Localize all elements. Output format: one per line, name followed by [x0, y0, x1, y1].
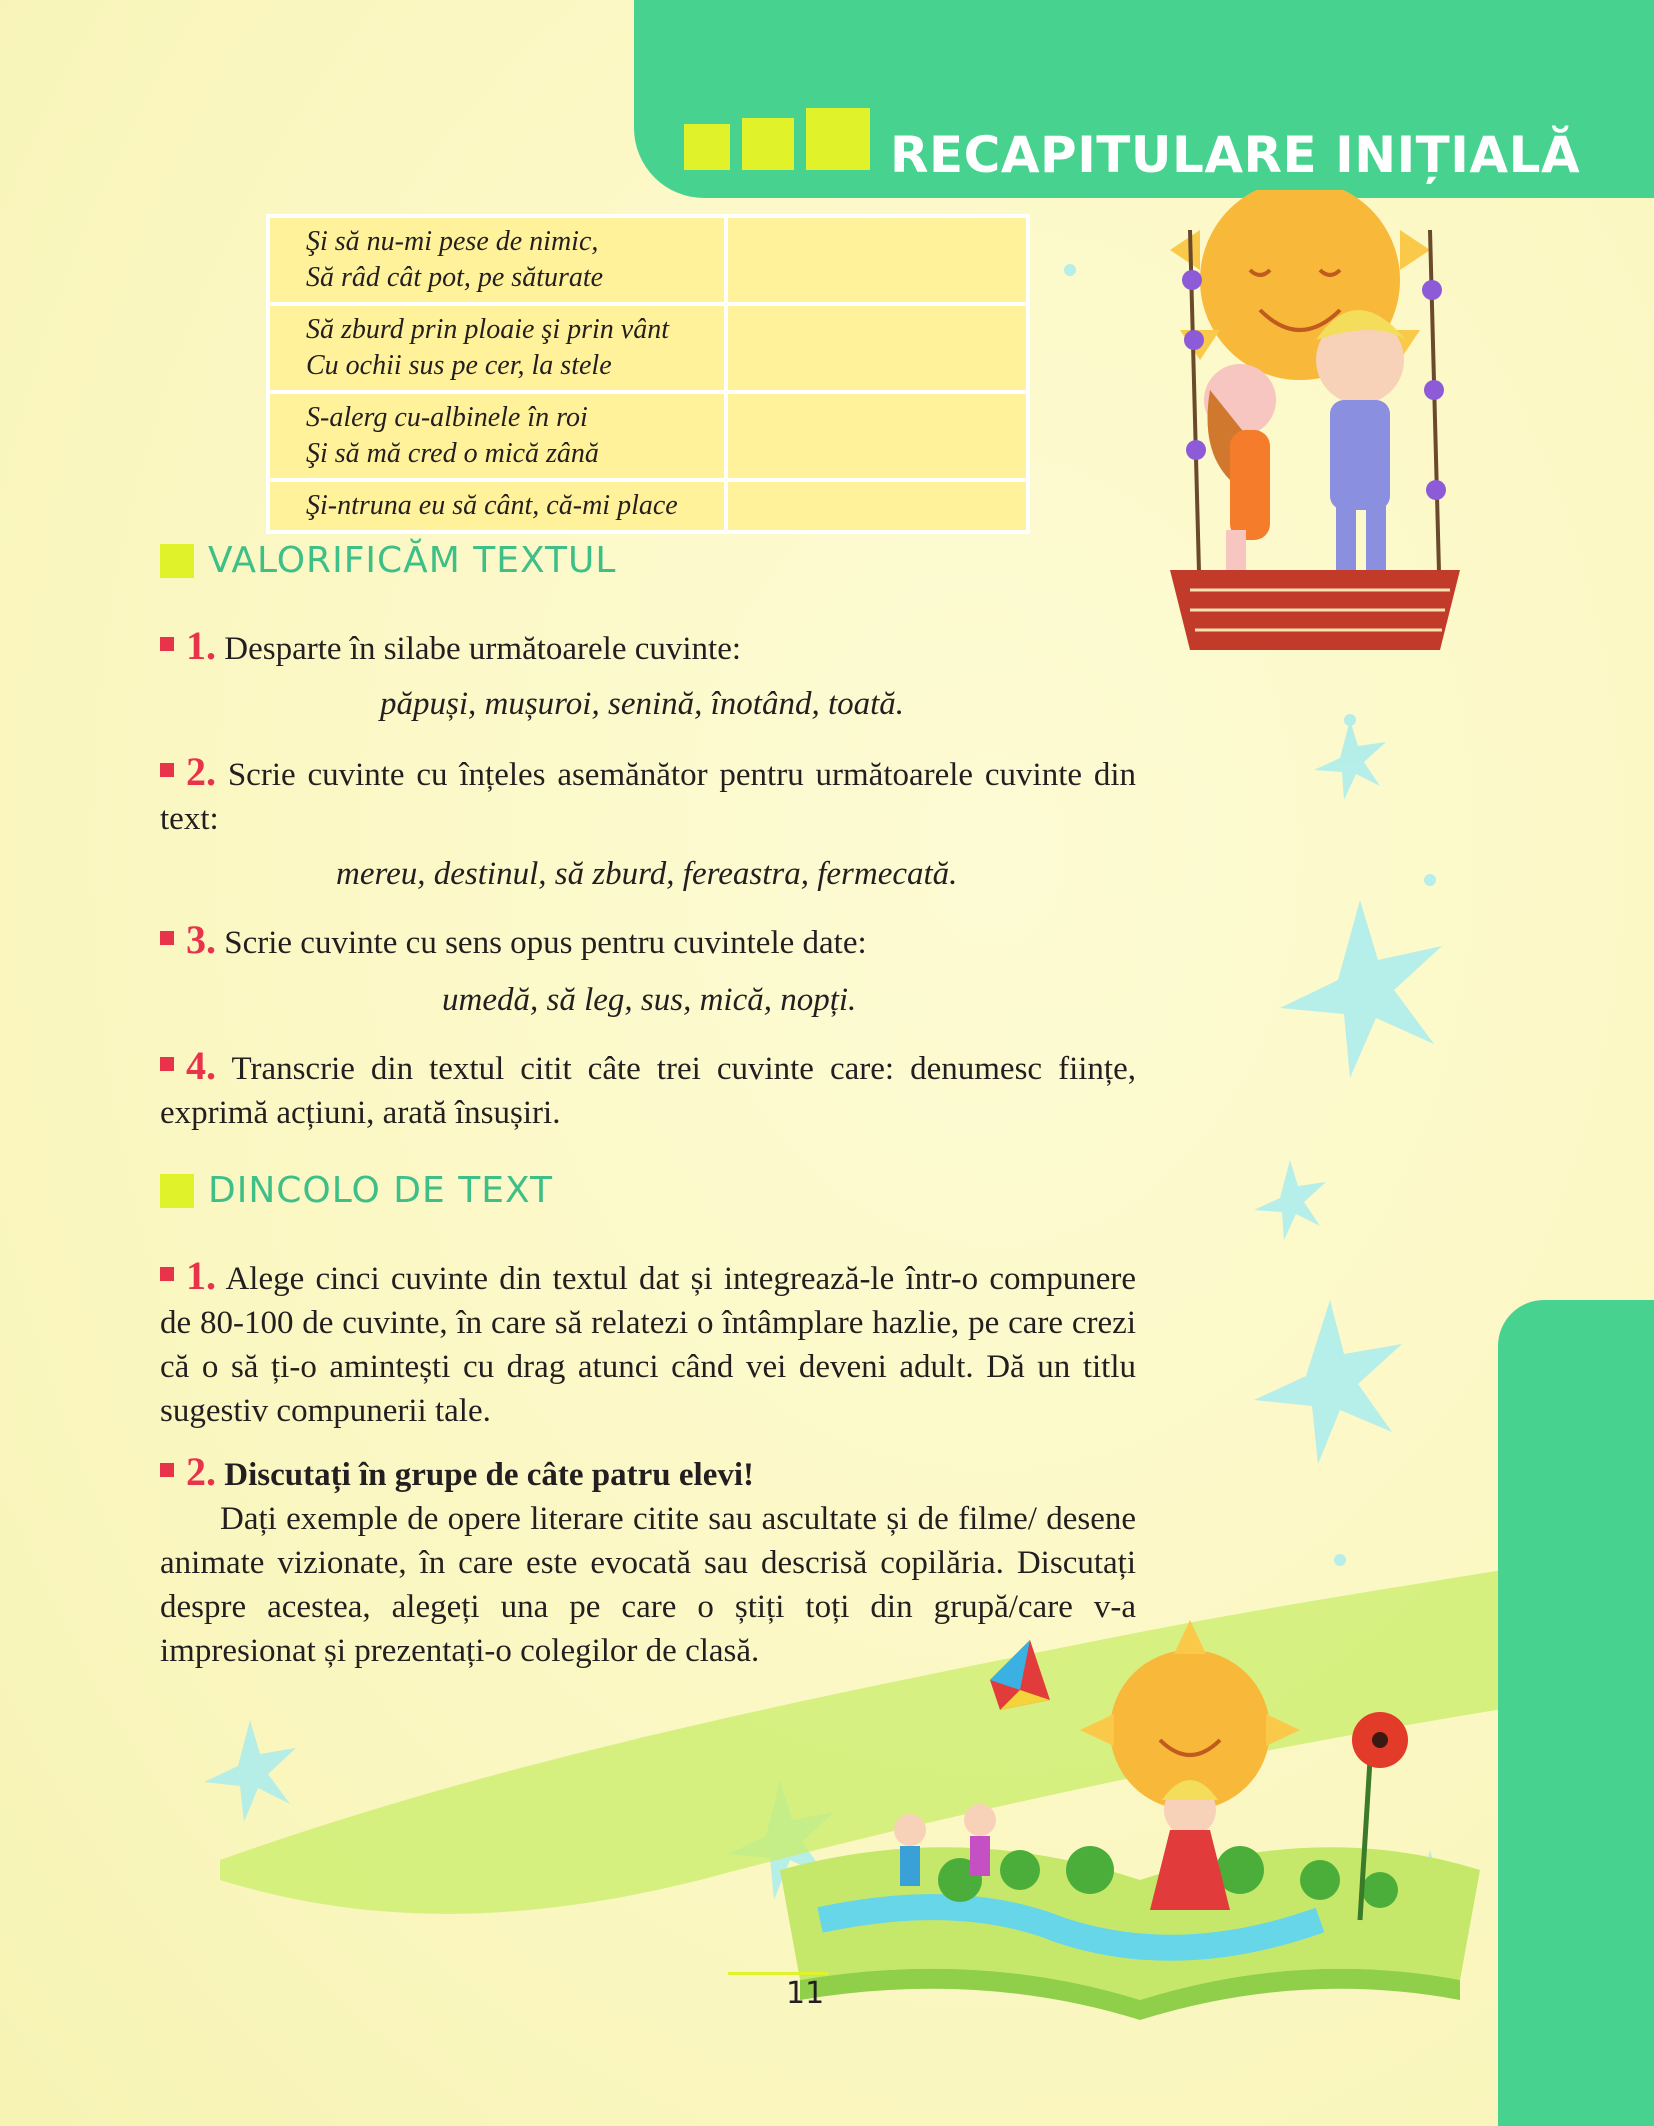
exercise-number: 2. — [186, 749, 216, 794]
exercise-words: mereu, destinul, să zburd, fereastra, fermecată. — [336, 856, 958, 892]
poem-row — [268, 392, 1028, 480]
section-square-icon — [160, 544, 194, 578]
exercise-item — [160, 750, 1136, 841]
poem-table — [266, 214, 1030, 534]
exercise-text: Dați exemple de opere literare citite sau ascultate și de filme/ desene animate vizionate, în care este evocată sau descrisă copilăria. Discutați despre acestea, alegeți una pe care o știți toți din grupă/care v-a impresionat și prezentați-o colegilor de clasă. — [160, 1501, 1136, 1669]
bullet-icon — [160, 1463, 174, 1477]
exercise-number: 1. — [186, 1253, 216, 1298]
bullet-icon — [160, 763, 174, 777]
poem-row — [268, 304, 1028, 392]
exercise-text: Transcrie din textul citit câte trei cuvinte care: denumesc ființe, exprimă acțiuni, arată însușiri. — [160, 1051, 1137, 1131]
swing-net-icon — [1170, 570, 1460, 650]
exercise-item — [160, 624, 1136, 671]
poem-row — [268, 216, 1028, 304]
exercise-item — [160, 1044, 1136, 1135]
poem-line: Cu ochii sus pe cer, la stele — [306, 350, 612, 381]
star-icon — [1254, 1300, 1402, 1464]
page-number-rule — [728, 1972, 828, 1975]
poem-line: Şi să nu-mi pese de nimic, — [306, 226, 599, 257]
sun-swing-illustration — [1130, 190, 1550, 710]
poem-line: Şi să mă cred o mică zână — [306, 438, 599, 469]
answer-cell[interactable] — [726, 216, 1028, 304]
header-square — [742, 118, 794, 170]
exercise-words: păpuși, mușuroi, senină, înotând, toată. — [380, 686, 905, 722]
bullet-icon — [160, 1057, 174, 1071]
header-square — [806, 108, 870, 170]
star-icon — [1280, 900, 1442, 1078]
star-icon — [1424, 874, 1436, 886]
section-heading-dincolo — [160, 1170, 553, 1211]
exercise-number: 3. — [186, 917, 216, 962]
bullet-icon — [160, 931, 174, 945]
section-title: VALORIFICĂM TEXTUL — [208, 540, 617, 581]
bullet-icon — [160, 1267, 174, 1281]
section-square-icon — [160, 1174, 194, 1208]
star-icon — [1254, 1160, 1326, 1240]
section-heading-valorificam — [160, 540, 616, 581]
poem-cell — [268, 392, 726, 480]
poem-line: S-alerg cu-albinele în roi — [306, 402, 588, 433]
exercise-item — [160, 918, 1136, 965]
poem-cell — [268, 480, 726, 532]
answer-cell[interactable] — [726, 392, 1028, 480]
exercise-words: umedă, să leg, sus, mică, nopți. — [442, 982, 857, 1018]
poem-row — [268, 480, 1028, 532]
poem-line: Şi-ntruna eu să cânt, că-mi place — [306, 490, 678, 521]
side-band — [1498, 1300, 1654, 2126]
chapter-title: RECAPITULARE INIȚIALĂ — [890, 126, 1581, 184]
poem-cell — [268, 216, 726, 304]
exercise-item — [160, 1254, 1136, 1433]
exercise-item — [160, 1450, 1136, 1673]
star-icon — [1314, 720, 1386, 800]
header-squares — [684, 124, 870, 170]
star-icon — [1064, 264, 1076, 276]
exercise-text: Scrie cuvinte cu sens opus pentru cuvintele date: — [224, 925, 867, 961]
exercise-number: 4. — [186, 1043, 216, 1088]
exercise-text: Desparte în silabe următoarele cuvinte: — [224, 631, 742, 667]
poem-line: Să râd cât pot, pe săturate — [306, 262, 604, 293]
exercise-number: 2. — [186, 1449, 216, 1494]
page-number: 11 — [786, 1976, 825, 2011]
section-title: DINCOLO DE TEXT — [208, 1170, 553, 1211]
bullet-icon — [160, 637, 174, 651]
header-square — [684, 124, 730, 170]
star-icon — [1334, 1554, 1346, 1566]
book-illustration — [760, 1620, 1500, 2080]
answer-cell[interactable] — [726, 304, 1028, 392]
exercise-number: 1. — [186, 623, 216, 668]
answer-cell[interactable] — [726, 480, 1028, 532]
star-icon — [204, 1720, 296, 1822]
exercise-text: Scrie cuvinte cu înțeles asemănător pentru următoarele cuvinte din text: — [160, 757, 1137, 837]
star-icon — [1344, 714, 1356, 726]
exercise-text: Alege cinci cuvinte din textul dat și integrează-le într-o compunere de 80-100 de cuvinte, în care să relatezi o întâmplare hazlie, pe care crezi că o să ți-o amintești cu drag atunci când vei deveni adult. Dă un titlu sugestiv compunerii tale. — [160, 1261, 1136, 1429]
poem-line: Să zburd prin ploaie şi prin vânt — [306, 314, 669, 345]
exercise-heading: Discutați în grupe de câte patru elevi! — [224, 1457, 755, 1493]
poem-cell — [268, 304, 726, 392]
